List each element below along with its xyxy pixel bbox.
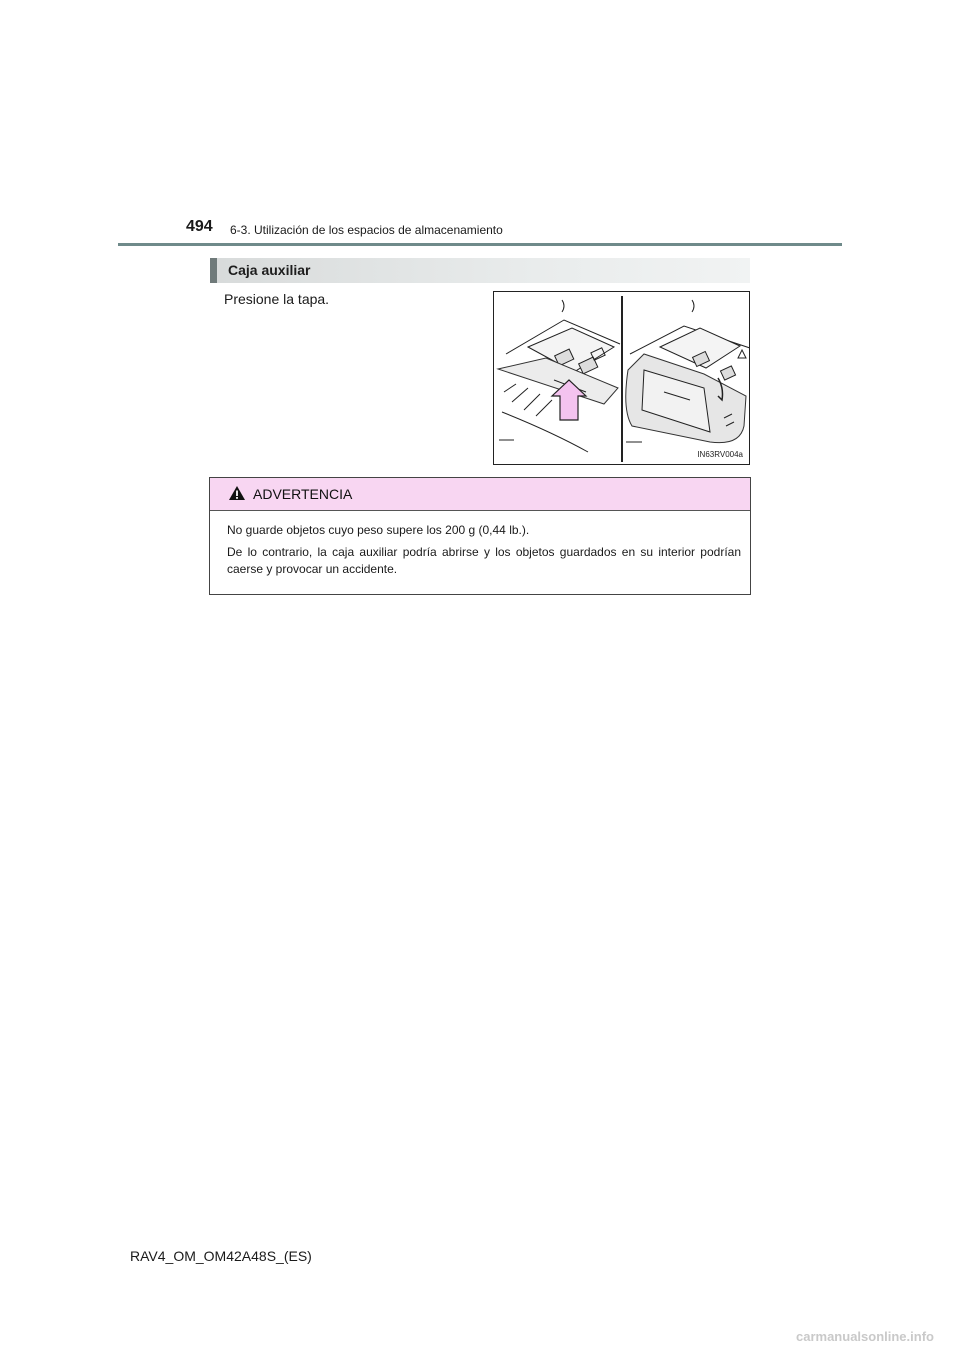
site-watermark: carmanualsonline.info xyxy=(796,1329,934,1344)
warning-header xyxy=(210,478,750,511)
warning-paragraph: No guarde objetos cuyo peso supere los 200 g (0,44 lb.). xyxy=(227,523,530,537)
document-id: RAV4_OM_OM42A48S_(ES) xyxy=(130,1248,312,1264)
page-number: 494 xyxy=(186,218,213,235)
section-title: 6-3. Utilización de los espacios de almacenamiento xyxy=(230,223,503,237)
instruction-text: Presione la tapa. xyxy=(224,291,330,307)
warning-triangle-icon xyxy=(228,485,246,501)
header-rule xyxy=(118,243,842,246)
figure-code: IN63RV004a xyxy=(697,450,743,459)
subheading-bar xyxy=(210,258,750,283)
warning-paragraph: De lo contrario, la caja auxiliar podría abrirse y los objetos guardados en su interior podrían caerse y provocar un accidente. xyxy=(227,545,741,576)
illustration-drawing xyxy=(494,292,750,465)
warning-title: ADVERTENCIA xyxy=(253,486,353,502)
subheading-title: Caja auxiliar xyxy=(228,262,311,278)
warning-box xyxy=(209,477,751,595)
auxiliary-box-illustration xyxy=(493,291,750,465)
